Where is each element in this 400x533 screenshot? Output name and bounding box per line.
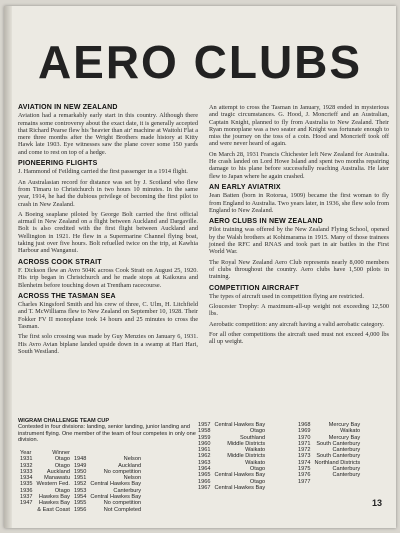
table-cell: 1972 — [298, 447, 311, 454]
paragraph: Aviation had a remarkably early start in this country. Although there remains some controversy about the exact date, it is generally accepted that Richard Pearse flew his 'heavier than air' machine at Waitohi Flat a mere three months after the Wright Brothers made history at Kitty Hawk late 1903. Eye witnesses saw the plane cover some 150 yards and come to rest on top of a hedge. — [18, 112, 198, 156]
table-cell: Manawatu — [44, 475, 70, 482]
table-row — [296, 453, 362, 459]
table-cell: 1969 — [298, 428, 311, 435]
table-cell: 1960 — [198, 440, 211, 447]
table-cell: 1952 — [73, 481, 87, 488]
table-cell: Central Hawkes Bay — [214, 484, 266, 491]
table-cell: Central Hawkes Bay — [90, 481, 142, 488]
table-cell: South Canterbury — [316, 440, 361, 447]
paragraph: J. Hammond of Feilding carried the first passenger in a 1914 flight. — [18, 168, 188, 176]
paragraph: Charles Kingsford Smith and his crew of three, C. Ulm, H. Litchfield and T. McWilliams flew to New Zealand on September 10, 1928. Their Fokker FV II monoplane took 14 hours and 25 minutes to cross the Tasman. — [18, 301, 198, 331]
paragraph: The types of aircraft used in competition flying are restricted. — [209, 292, 364, 300]
table-cell: No competition — [103, 468, 142, 475]
table-cell: Otago — [249, 478, 266, 485]
table-cell: Not Completed — [103, 506, 142, 513]
table-cell: Waikato — [245, 447, 266, 454]
table-cell: 1947 — [20, 500, 33, 507]
paragraph: Jean Batten (born in Rotorua, 1909) became the first woman to fly from England to Australia. Two years later, in 1936, she flew solo from England to New Zealand. — [209, 192, 389, 214]
table-cell: Auckland — [46, 468, 70, 475]
table-row — [296, 479, 362, 485]
table-cell: Waikato — [340, 428, 361, 435]
table-cell: Middle Districts — [227, 440, 266, 447]
section-heading-aviation: AVIATION IN NEW ZEALAND — [18, 104, 118, 111]
table-cell: 1976 — [298, 472, 311, 479]
section-heading-aero-clubs: AERO CLUBS IN NEW ZEALAND — [209, 218, 323, 226]
table-cell: 1957 — [198, 422, 211, 428]
table-cell: 1967 — [198, 484, 211, 491]
table-cell: 1970 — [298, 434, 311, 441]
table-cell: Central Hawkes Bay — [214, 422, 266, 428]
table-cell — [18, 507, 34, 513]
table-cell: 1961 — [198, 447, 211, 454]
table-cell: No competition — [103, 500, 142, 507]
table-cell: Nelson — [123, 475, 142, 482]
table-cell: 1956 — [73, 506, 87, 513]
table-row — [296, 435, 362, 441]
table-cell: Western Fed. — [36, 481, 70, 488]
table-cell: 1948 — [73, 456, 87, 463]
paragraph: Gloucester Trophy: A maximum-all-up weight not exceeding 12,500 lbs. — [209, 303, 389, 318]
col-year-header: Year — [20, 450, 32, 456]
paragraph: For all other competitions the aircraft used must not exceed 4,000 lbs all up weight. — [209, 331, 389, 346]
table-cell: 1966 — [198, 478, 211, 485]
table-row — [196, 453, 267, 459]
table-cell: 1971 — [298, 440, 311, 447]
table-cell: Otago — [54, 487, 70, 494]
table-cell: Southland — [239, 434, 266, 441]
table-cell: 1937 — [20, 494, 33, 501]
table-cell: Mercury Bay — [328, 422, 361, 428]
table-cell: Northland Districts — [314, 459, 361, 466]
table-cell: 1975 — [298, 466, 311, 473]
table-cell: 1963 — [198, 459, 211, 466]
table-row — [18, 481, 143, 487]
section-heading-tasman: ACROSS THE TASMAN SEA — [18, 292, 116, 300]
table-cell: Auckland — [118, 462, 142, 469]
table-cell: 1959 — [198, 434, 211, 441]
table-cell: Otago — [249, 428, 266, 435]
table-cell: 1955 — [73, 500, 87, 507]
table-cell: 1962 — [198, 453, 211, 460]
table-cell: Mercury Bay — [328, 434, 361, 441]
paragraph: A Boeing seaplane piloted by George Bolt carried the first official airmail in New Zealand on a flight between Auckland and Dargaville. Bolt is also credited with the first flight between Auckland and Wellington in 1921. He flew in a Supermarine Channel flying boat, taking just over five hours. Bolt refuelled twice on the trip, at Kawhia Harbour and Wanganui. — [18, 210, 198, 255]
table-cell: Nelson — [123, 456, 142, 463]
table-cell — [312, 479, 362, 485]
table-cell: 1951 — [73, 475, 87, 482]
paragraph: An attempt to cross the Tasman in January, 1928 ended in mysterious and tragic circumstances. G. Hood, J. Moncrieff and an Australian, Captain Knight, planned to fly from Australia to New Zealand. Their Ryan monoplane was a two seater and Knight was fortunate enough to miss the journey on the toss of a coin. Hood and Moncrieff took off and were never heard of again. — [209, 104, 389, 148]
section-heading-competition: COMPETITION AIRCRAFT — [209, 284, 300, 292]
section-heading-pioneering: PIONEERING FLIGHTS — [18, 160, 98, 168]
table-cell: 1933 — [20, 468, 33, 475]
table-cell: Middle Districts — [227, 453, 266, 460]
table-cell: Otago — [54, 462, 70, 469]
table-cell: 1958 — [198, 428, 211, 435]
table-row — [18, 507, 143, 513]
table-cell: & East Coast — [37, 506, 70, 513]
table-cell: 1965 — [198, 472, 211, 479]
table-cell: 1953 — [73, 487, 87, 494]
section-heading-cook-strait: ACROSS COOK STRAIT — [18, 258, 102, 266]
wigram-heading: WIGRAM CHALLENGE TEAM CUP — [18, 418, 110, 424]
table-cell: 1932 — [20, 462, 33, 469]
page-number: 13 — [371, 498, 382, 508]
table-cell: South Canterbury — [316, 453, 361, 460]
table-cell: Canterbury — [332, 447, 361, 454]
table-cell: 1936 — [20, 487, 33, 494]
table-cell: Hawkes Bay — [38, 500, 70, 507]
table-cell: 1968 — [298, 422, 311, 428]
col-winner-header: Winner — [52, 450, 70, 456]
paragraph: Pilot training was offered by the New Zealand Flying School, opened by the Walsh brothers at Kohimarama in 1915. Many of those trainees joined the RFC and RNAS and took part in air battles in the First World War. — [209, 226, 389, 256]
paragraph: On March 28, 1931 Francis Chichester left New Zealand for Australia. He crash landed on Lord Howe Island and spent two months repairing damage to his plane before successfully reaching Australia. He later flew to Japan where he again crashed. — [209, 150, 389, 180]
table-cell: 1935 — [20, 481, 33, 488]
paragraph: Aerobatic competition: any aircraft having a valid aerobatic category. — [209, 320, 384, 328]
page-title: AERO CLUBS — [37, 36, 363, 88]
table-cell: Canterbury — [332, 472, 361, 479]
table-cell: Hawkes Bay — [38, 494, 70, 501]
table-cell: 1977 — [298, 478, 311, 485]
table-cell: 1973 — [298, 453, 311, 460]
paragraph: F. Dickson flew an Avro 504K across Cook Strait on August 25, 1920. His trip began in Christchurch and he made stops at Kaikoura and Blenheim before touching down at Trentham racecourse. — [18, 266, 198, 289]
wigram-table-1 — [18, 450, 143, 513]
table-cell: 1954 — [73, 494, 87, 501]
table-cell: 1950 — [73, 468, 87, 475]
book-page — [4, 6, 396, 528]
table-cell: 1964 — [198, 466, 211, 473]
section-heading-aviatrix: AN EARLY AVIATRIX — [209, 183, 281, 191]
left-column — [18, 100, 198, 358]
table-row — [196, 472, 267, 478]
paragraph: The Royal New Zealand Aero Club represents nearly 8,000 members of clubs throughout the country. Aero clubs have 1,500 pilots in training. — [209, 258, 389, 281]
table-cell: Waikato — [245, 459, 266, 466]
paragraph: An Australasian record for distance was set by J. Scotland who flew from Timaru to Christchurch in two hours 10 minutes. In the same year, 1914, he had the dubious privilege of becoming the first pilot to crash in New Zealand. — [18, 178, 198, 208]
table-row — [196, 485, 267, 491]
table-cell: Central Hawkes Bay — [90, 494, 142, 501]
table-cell: 1949 — [73, 462, 87, 469]
wigram-intro: Contested in four divisions: landing, senior landing, junior landing and instrument flying. One member of the team of four competes in only one division. — [18, 424, 196, 444]
table-cell: 1974 — [298, 459, 311, 466]
table-cell: Canterbury — [113, 487, 142, 494]
table-cell: Canterbury — [332, 466, 361, 473]
table-cell: Otago — [249, 466, 266, 473]
right-column — [209, 100, 389, 349]
table-cell: Central Hawkes Bay — [214, 472, 266, 479]
table-cell: 1931 — [20, 456, 33, 463]
wigram-table-2 — [196, 422, 267, 491]
table-cell: Otago — [54, 456, 70, 463]
table-cell: 1934 — [20, 475, 33, 482]
paragraph: The first solo crossing was made by Guy Menzies on January 6, 1931. His Avro Avian biplane landed upside down in a swamp at Hari Hari, South Westland. — [18, 333, 198, 355]
wigram-table-3 — [296, 422, 362, 485]
